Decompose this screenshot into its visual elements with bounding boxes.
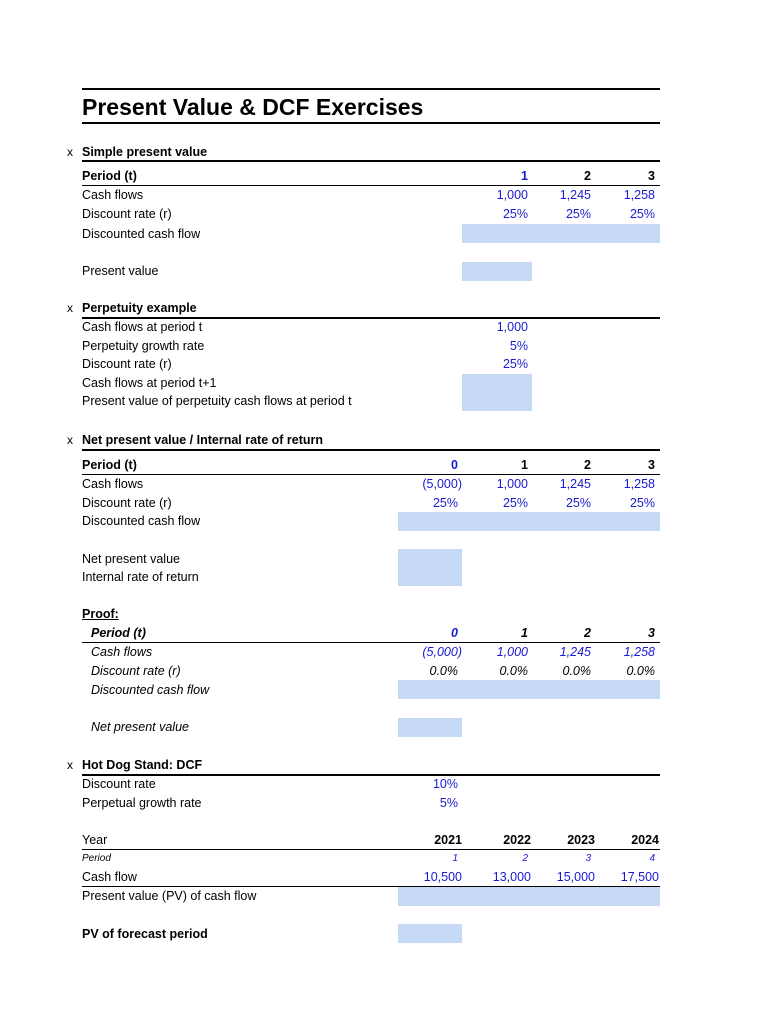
section-marker: x [67,301,73,315]
discount-rate-cell[interactable]: 25% [565,496,591,510]
npv-label: Net present value [82,552,180,566]
present-value-input[interactable] [462,262,532,281]
cash-flow-cell[interactable]: 1,258 [623,477,655,491]
npv-irr-heading: Net present value / Internal rate of return [82,433,324,447]
period-cell: 2 [584,626,591,640]
period-cell: 1 [521,458,528,472]
cash-flow-cell[interactable]: 17,500 [620,870,659,884]
pv-cash-flow-input[interactable] [398,887,660,906]
discount-rate-cell[interactable]: 25% [502,207,528,221]
cash-flow-cell: 1,000 [496,645,528,659]
cash-flow-cell[interactable]: 1,245 [559,188,591,202]
pv-cash-flow-label: Present value (PV) of cash flow [82,889,257,903]
discount-rate-cell: 0.0% [429,664,458,678]
discount-rate-cell[interactable]: 10% [432,777,458,791]
perpetuity-row-label: Cash flows at period t+1 [82,376,217,390]
cash-flow-cell[interactable]: 13,000 [492,870,531,884]
perpetuity-row-label: Cash flows at period t [82,320,203,334]
npv-irr-input[interactable] [398,549,462,586]
cash-flow-cell[interactable]: 15,000 [556,870,595,884]
perpetuity-value[interactable]: 25% [502,357,528,371]
period-cell: 3 [648,458,655,472]
discounted-cash-flow-label: Discounted cash flow [82,514,201,528]
section-marker: x [67,433,73,447]
discount-rate-label: Discount rate (r) [82,207,172,221]
present-value-label: Present value [82,264,159,278]
discounted-cash-flow-label: Discounted cash flow [82,227,201,241]
pv-forecast-label: PV of forecast period [82,927,208,941]
year-cell: 2022 [503,833,531,847]
irr-label: Internal rate of return [82,570,199,584]
cash-flow-cell: (5,000) [422,645,462,659]
section-rule [82,160,660,162]
year-cell: 2021 [434,833,462,847]
cash-flows-label: Cash flows [82,188,144,202]
cash-flows-label: Cash flows [82,477,144,491]
year-label: Year [82,833,108,847]
cash-flow-cell: 1,245 [559,645,591,659]
perpetuity-value[interactable]: 5% [509,339,528,353]
simple-pv-heading: Simple present value [82,145,208,159]
cash-flow-cell[interactable]: 1,000 [496,477,528,491]
discount-rate-cell: 0.0% [499,664,528,678]
cash-flow-cell[interactable]: 1,258 [623,188,655,202]
period-cell: 1 [521,626,528,640]
period-cell: 1 [452,853,458,864]
growth-rate-label: Perpetual growth rate [82,796,202,810]
year-cell: 2024 [631,833,659,847]
discount-rate-cell[interactable]: 25% [432,496,458,510]
period-cell: 2 [584,458,591,472]
title-top-rule [82,88,660,90]
discounted-cash-flow-label: Discounted cash flow [91,683,210,697]
perpetuity-row-label: Perpetuity growth rate [82,339,205,353]
discounted-cash-flow-input[interactable] [462,224,660,243]
section-rule [82,774,660,776]
period-label: Period [82,853,111,864]
proof-heading: Proof: [82,607,119,621]
period-cell: 3 [648,626,655,640]
period-cell: 2 [522,853,528,864]
period-cell: 0 [451,458,458,472]
page-title: Present Value & DCF Exercises [82,94,424,120]
period-cell: 0 [451,626,458,640]
cash-flow-cell[interactable]: (5,000) [422,477,462,491]
cash-flow-label: Cash flow [82,870,137,884]
discount-rate-cell[interactable]: 25% [629,207,655,221]
pv-forecast-input[interactable] [398,924,462,943]
period-cell: 3 [648,169,655,183]
cash-flow-cell[interactable]: 10,500 [423,870,462,884]
period-cell: 3 [585,853,591,864]
discount-rate-label: Discount rate (r) [91,664,181,678]
npv-label: Net present value [91,720,189,734]
title-bottom-rule [82,122,660,124]
year-cell: 2023 [567,833,595,847]
perpetuity-row-label: Present value of perpetuity cash flows at period t [82,394,352,408]
period-label: Period (t) [82,169,137,183]
section-marker: x [67,758,73,772]
discount-rate-cell[interactable]: 25% [502,496,528,510]
discount-rate-cell[interactable]: 25% [565,207,591,221]
period-cell: 1 [521,169,528,183]
cash-flow-cell[interactable]: 1,245 [559,477,591,491]
period-label: Period (t) [82,458,137,472]
cash-flow-cell[interactable]: 1,000 [496,188,528,202]
discount-rate-cell: 0.0% [626,664,655,678]
period-label: Period (t) [91,626,146,640]
period-cell: 4 [649,853,655,864]
hotdog-heading: Hot Dog Stand: DCF [82,758,203,772]
cash-flows-label: Cash flows [91,645,153,659]
growth-rate-cell[interactable]: 5% [439,796,458,810]
discounted-cash-flow-input[interactable] [398,512,660,531]
discount-rate-label: Discount rate (r) [82,496,172,510]
section-rule [82,449,660,451]
perpetuity-answer-input[interactable] [462,374,532,411]
perpetuity-row-label: Discount rate (r) [82,357,172,371]
period-cell: 2 [584,169,591,183]
section-marker: x [67,145,73,159]
discount-rate-cell[interactable]: 25% [629,496,655,510]
discount-rate-label: Discount rate [82,777,156,791]
discount-rate-cell: 0.0% [562,664,591,678]
cash-flow-cell: 1,258 [623,645,655,659]
perpetuity-heading: Perpetuity example [82,301,197,315]
header-rule [82,849,660,850]
discounted-cash-flow-input[interactable] [398,680,660,699]
npv-input[interactable] [398,718,462,737]
perpetuity-value[interactable]: 1,000 [496,320,528,334]
